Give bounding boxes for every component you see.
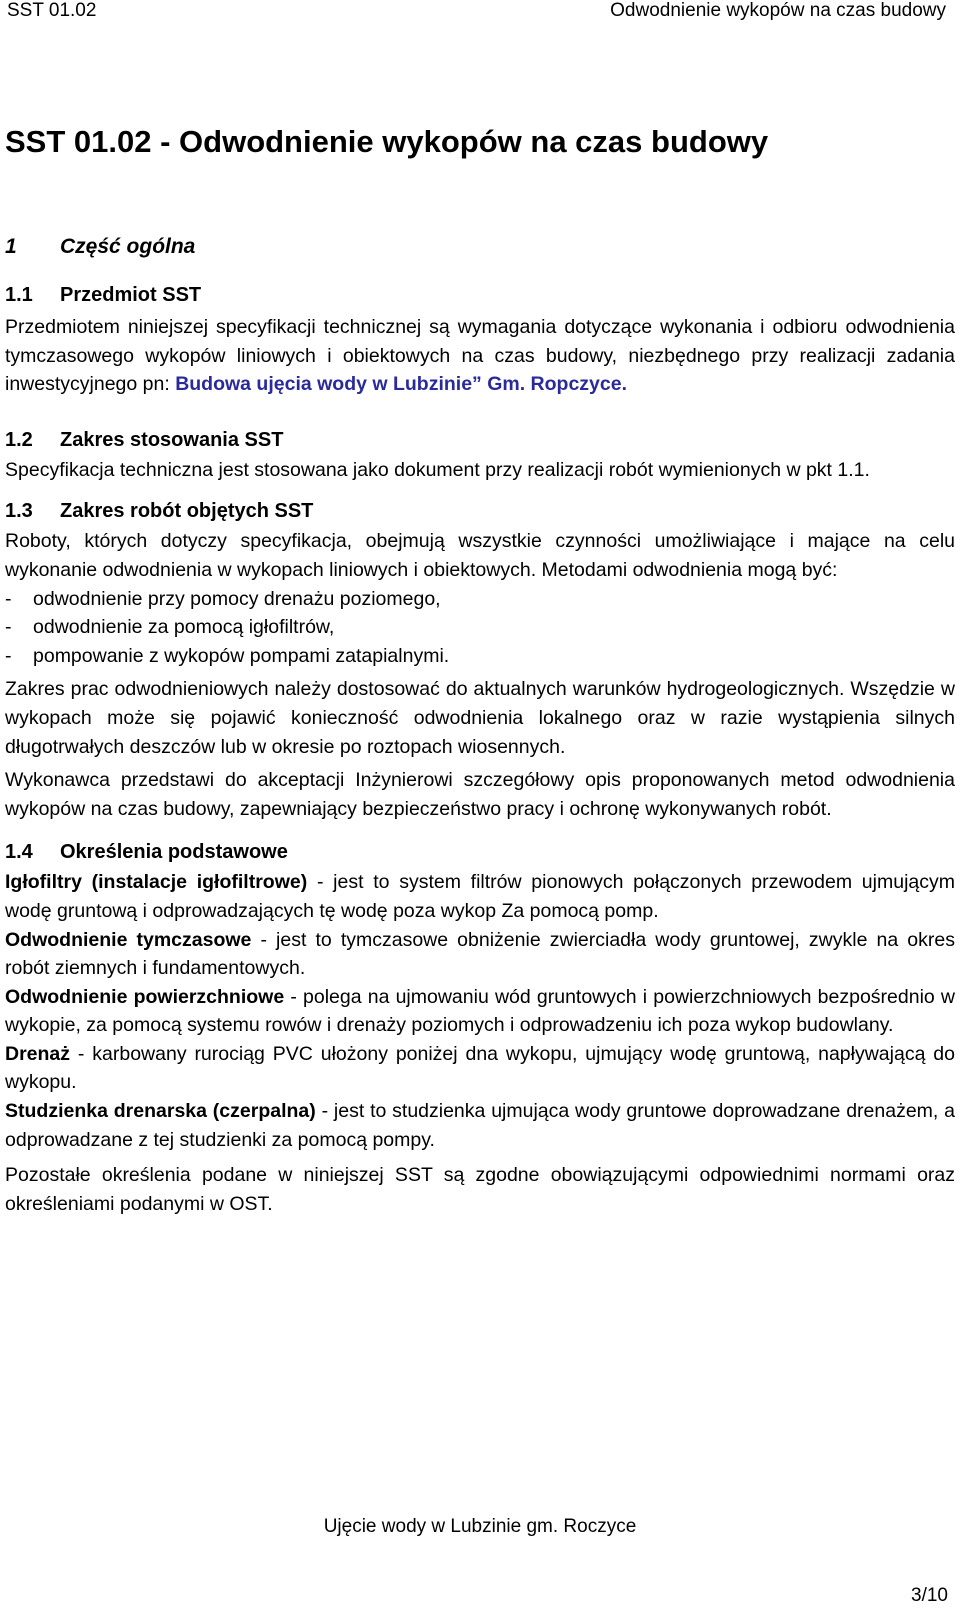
definition-item [5, 1097, 955, 1154]
chapter-number: 1 [5, 235, 17, 258]
list-dash: - [5, 616, 12, 639]
header-right: Odwodnienie wykopów na czas budowy [610, 0, 946, 21]
section-heading-1-1 [5, 282, 955, 308]
definitions-list [5, 868, 955, 1154]
list-item [5, 585, 955, 614]
header-left: SST 01.02 [7, 0, 97, 21]
list-dash: - [5, 587, 12, 610]
section-number: 1.2 [5, 428, 33, 451]
document-body [5, 122, 955, 1218]
section-1-3-text: Roboty, których dotyczy specyfikacja, obejmują wszystkie czynności umożliwiające i mające na celu wykonanie odwodnienia w wykopach liniowych i obiektowych. Metodami odwodnienia mogą być: [5, 530, 955, 581]
section-1-3-paragraph-2: Zakres prac odwodnieniowych należy dostosować do aktualnych warunków hydrogeologicznych. Wszędzie w wykopach może się pojawić konieczność odwodnienia lokalnego oraz w razie wystąpienia silnych długotrwałych deszczów lub w okresie po roztopach wiosennych. [5, 678, 955, 758]
definition-desc: - karbowany rurociąg PVC ułożony poniżej dna wykopu, ujmujący wodę gruntową, napływającą do wykopu. [5, 1042, 955, 1094]
definition-item [5, 1040, 955, 1097]
definition-desc: - jest to studzienka ujmująca wody gruntowe doprowadzane drenażem, a odprowadzane z tej studzienki za pomocą pompy. [5, 1100, 955, 1151]
section-title: Zakres stosowania SST [60, 428, 284, 451]
section-title: Określenia podstawowe [60, 841, 288, 864]
list-item-text: pompowanie z wykopów pompami zatapialnymi. [33, 644, 450, 667]
section-number: 1.3 [5, 500, 33, 523]
definition-desc: - jest to system filtrów pionowych połączonych przewodem ujmującym wodę gruntową i odprowadzających tę wodę poza wykop Za pomocą pomp. [5, 871, 955, 922]
page-header [0, 0, 960, 26]
section-1-3-paragraph-3: Wykonawca przedstawi do akceptacji Inżynierowi szczegółowy opis proponowanych metod odwodnienia wykopów na czas budowy, zapewniający bezpieczeństwo pracy i ochronę wykonywanych robót. [5, 769, 955, 820]
document-title: SST 01.02 - Odwodnienie wykopów na czas budowy [5, 124, 769, 159]
section-number: 1.1 [5, 284, 33, 306]
page-footer: Ujęcie wody w Lubzinie gm. Roczyce [323, 1516, 637, 1537]
section-heading-1-4 [5, 839, 955, 865]
section-heading-1-3 [5, 498, 955, 524]
definition-desc: - jest to tymczasowe obniżenie zwierciadła wody gruntowej, zwykle na okres robót ziemnych i fundamentowych. [5, 928, 955, 980]
section-number: 1.4 [5, 841, 33, 864]
definition-desc: - polega na ujmowaniu wód gruntowych i powierzchniowych bezpośrednio w wykopie, za pomocą systemu rowów i drenaży poziomych i odprowadzeniu ich poza wykop budowlany. [5, 985, 955, 1037]
definition-item [5, 868, 955, 925]
section-title: Przedmiot SST [60, 284, 202, 306]
list-item [5, 642, 955, 671]
definition-term: Odwodnienie powierzchniowe [5, 985, 285, 1008]
list-item-text: odwodnienie przy pomocy drenażu poziomego, [33, 587, 441, 610]
list-dash: - [5, 644, 12, 667]
definition-term: Odwodnienie tymczasowe [5, 928, 252, 951]
section-title: Zakres robót objętych SST [60, 500, 314, 523]
page-number: 3/10 [911, 1585, 948, 1606]
definition-term: Drenaż [5, 1042, 71, 1065]
section-1-1-text [5, 313, 955, 399]
methods-list [5, 585, 955, 671]
chapter-title: Część ogólna [60, 235, 196, 258]
list-item [5, 613, 955, 642]
section-heading-1-2 [5, 427, 955, 453]
paragraph-text: Przedmiotem niniejszej specyfikacji technicznej są wymagania dotyczące wykonania i odbioru odwodnienia tymczasowego wykopów liniowych i obiektowych na czas budowy, niezbędnego przy realizacji zadania inwestycyjnego pn: [5, 316, 955, 396]
chapter-heading [5, 234, 955, 260]
project-name: Budowa ujęcia wody w Lubzinie” Gm. Ropczyce. [175, 373, 628, 396]
section-1-2-text: Specyfikacja techniczna jest stosowana jako dokument przy realizacji robót wymienionych w pkt 1.1. [5, 458, 870, 481]
definition-term: Igłofiltry (instalacje igłofiltrowe) [5, 871, 308, 894]
definition-term: Studzienka drenarska (czerpalna) [5, 1100, 316, 1123]
definitions-closing: Pozostałe określenia podane w niniejszej SST są zgodne obowiązującymi odpowiednimi normami oraz określeniami podanymi w OST. [5, 1164, 955, 1215]
definition-item [5, 926, 955, 983]
definition-item [5, 983, 955, 1040]
list-item-text: odwodnienie za pomocą igłofiltrów, [33, 616, 335, 639]
